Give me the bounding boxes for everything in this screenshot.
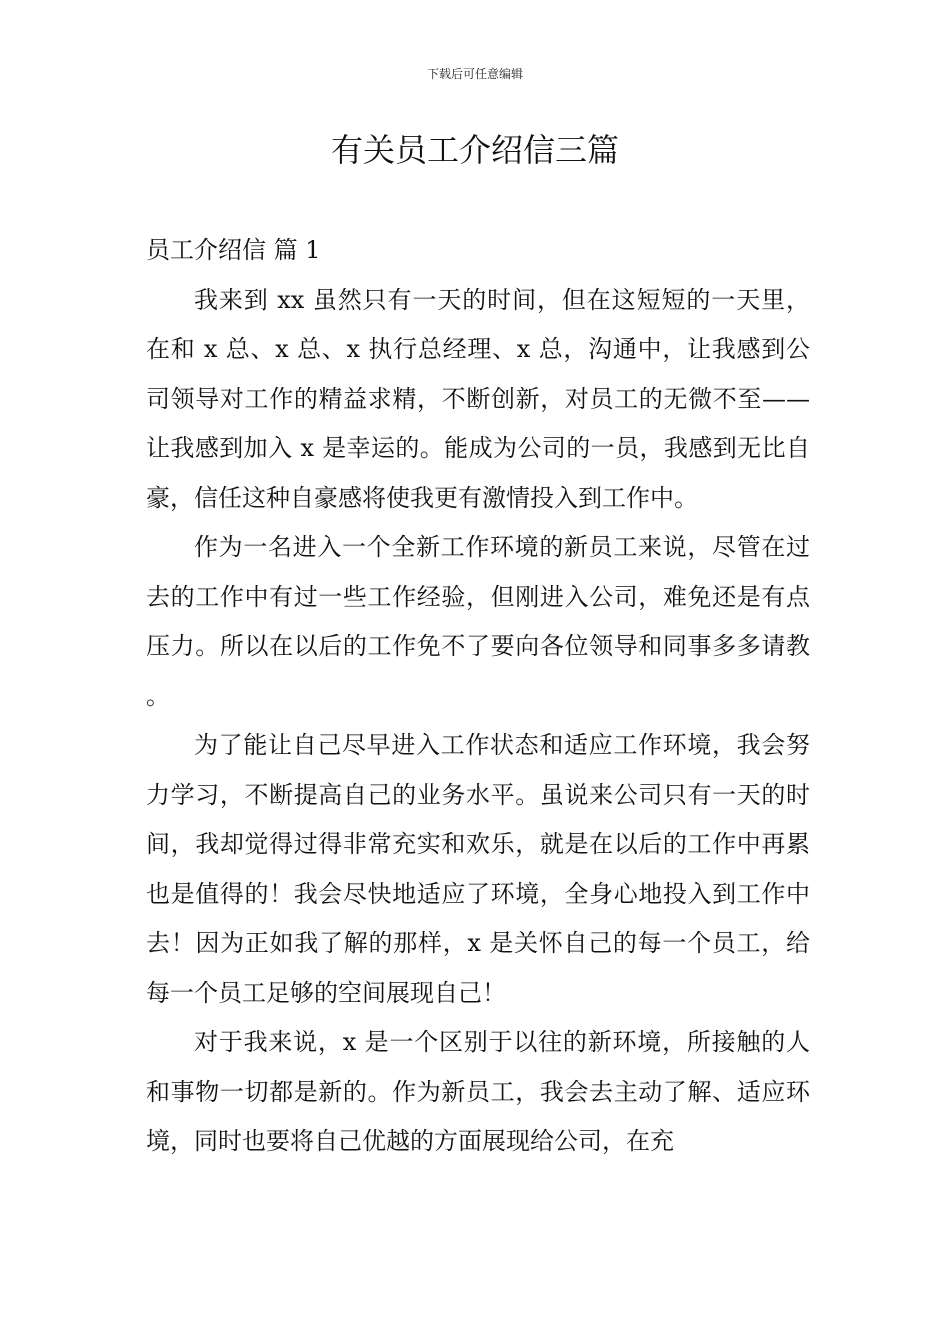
document-body — [146, 226, 810, 1167]
section-heading: 员工介绍信 篇 1 — [146, 236, 321, 264]
header-note: 下载后可任意编辑 — [426, 67, 523, 81]
paragraph-2: 作为一名进入一个全新工作环境的新员工来说，尽管在过去的工作中有过一些工作经验，但刚进入公司，难免还是有点压力。所以在以后的工作免不了要向各位领导和同事多多请教。 — [146, 533, 810, 710]
paragraph-3: 为了能让自己尽早进入工作状态和适应工作环境，我会努力学习，不断提高自己的业务水平。虽说来公司只有一天的时间，我却觉得过得非常充实和欢乐，就是在以后的工作中再累也是值得的！我会尽快地适应了环境，全身心地投入到工作中去！因为正如我了解的那样，x 是关怀自己的每一个员工，给每一个员工足够的空间展现自己！ — [146, 731, 810, 1007]
document-title: 有关员工介绍信三篇 — [330, 131, 619, 169]
paragraph-1: 我来到 xx 虽然只有一天的时间，但在这短短的一天里，在和 x 总、x 总、x 执行总经理、x 总，沟通中，让我感到公司领导对工作的精益求精，不断创新，对员工的无微不至——让我感到加入 x 是幸运的。能成为公司的一员，我感到无比自豪，信任这种自豪感将使我更有激情投入到工作中。 — [146, 285, 810, 512]
paragraph-4: 对于我来说，x 是一个区别于以往的新环境，所接触的人和事物一切都是新的。作为新员工，我会去主动了解、适应环境，同时也要将自己优越的方面展现给公司，在充 — [146, 1028, 810, 1155]
